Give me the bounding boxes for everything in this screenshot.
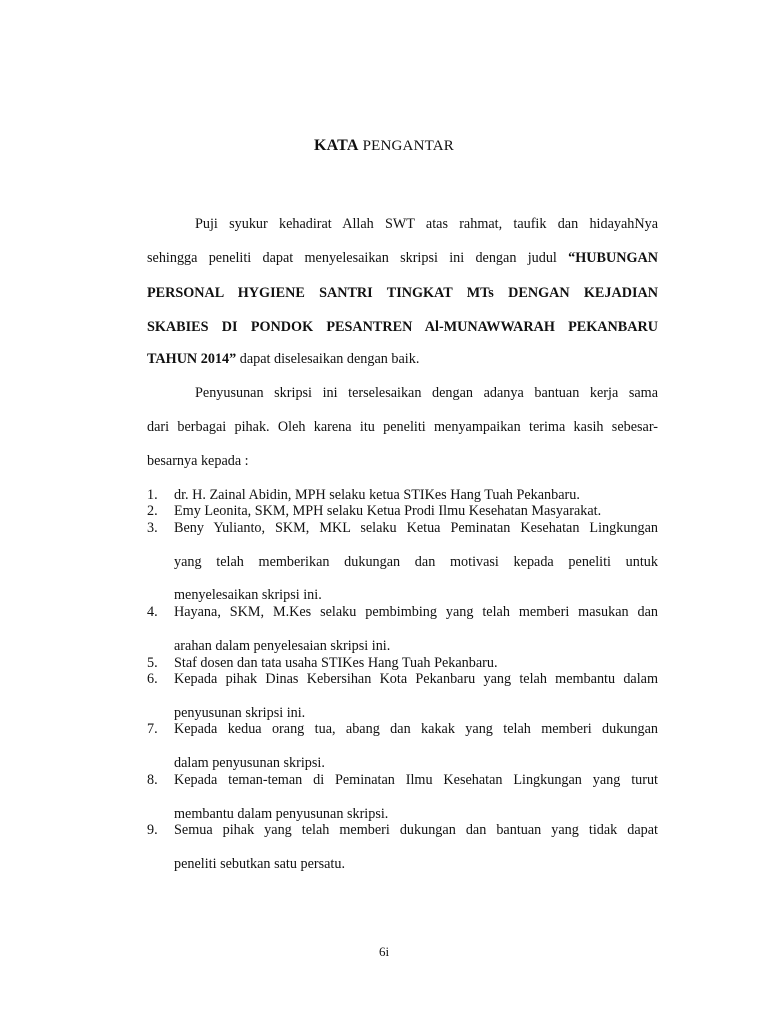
para1-line3: PERSONAL HYGIENE SANTRI TINGKAT MTs DENGAN KEJADIAN — [147, 285, 658, 301]
para1-line5-bold: TAHUN 2014” — [147, 351, 237, 367]
para1-line5-text: dapat diselesaikan dengan baik. — [236, 351, 420, 367]
para2-line3: besarnya kepada : — [147, 453, 249, 469]
list-item-line: Semua pihak yang telah memberi dukungan dan bantuan yang tidak dapat — [174, 822, 658, 838]
list-item-line: yang telah memberikan dukungan dan motivasi kepada peneliti untuk — [174, 554, 658, 570]
list-item-line: peneliti sebutkan satu persatu. — [174, 856, 345, 872]
list-item-line: Emy Leonita, SKM, MPH selaku Ketua Prodi Ilmu Kesehatan Masyarakat. — [174, 503, 602, 519]
list-item-line: Kepada pihak Dinas Kebersihan Kota Pekanbaru yang telah membantu dalam — [174, 671, 658, 687]
page-title — [0, 137, 768, 155]
list-number: 9. — [147, 822, 158, 838]
para1-line1: Puji syukur kehadirat Allah SWT atas rahmat, taufik dan hidayahNya — [195, 216, 658, 232]
list-item-line: menyelesaikan skripsi ini. — [174, 587, 322, 603]
para1-line5 — [147, 350, 658, 368]
para2-line1: Penyusunan skripsi ini terselesaikan dengan adanya bantuan kerja sama — [195, 385, 658, 401]
list-number: 5. — [147, 655, 158, 671]
para1-line2-text: sehingga peneliti dapat menyelesaikan skripsi ini dengan judul — [147, 250, 569, 266]
title-part-pengantar: PENGANTAR — [358, 138, 455, 154]
list-item-line: dalam penyusunan skripsi. — [174, 755, 325, 771]
list-item-line: Hayana, SKM, M.Kes selaku pembimbing yang telah memberi masukan dan — [174, 604, 658, 620]
list-item-line: penyusunan skripsi ini. — [174, 705, 306, 721]
page-number: 6i — [378, 944, 390, 959]
list-item-line: dr. H. Zainal Abidin, MPH selaku ketua STIKes Hang Tuah Pekanbaru. — [174, 487, 580, 503]
list-item-line: Kepada teman-teman di Peminatan Ilmu Kesehatan Lingkungan yang turut — [174, 772, 658, 788]
list-item-line: Beny Yulianto, SKM, MKL selaku Ketua Peminatan Kesehatan Lingkungan — [174, 520, 658, 536]
list-item-line: arahan dalam penyelesaian skripsi ini. — [174, 638, 391, 654]
title-part-kata: KATA — [313, 137, 359, 154]
list-item-line: membantu dalam penyusunan skripsi. — [174, 806, 389, 822]
list-item-line: Kepada kedua orang tua, abang dan kakak yang telah memberi dukungan — [174, 721, 658, 737]
list-number: 6. — [147, 671, 158, 687]
list-number: 4. — [147, 604, 158, 620]
list-number: 1. — [147, 487, 158, 503]
list-number: 8. — [147, 772, 158, 788]
para1-line2-bold: “HUBUNGAN — [568, 250, 658, 266]
list-item-line: Staf dosen dan tata usaha STIKes Hang Tuah Pekanbaru. — [174, 655, 498, 671]
list-number: 2. — [147, 503, 158, 519]
list-number: 3. — [147, 520, 158, 536]
para2-line2: dari berbagai pihak. Oleh karena itu peneliti menyampaikan terima kasih sebesar- — [147, 419, 658, 435]
para1-line2 — [147, 249, 658, 267]
para1-line4: SKABIES DI PONDOK PESANTREN Al-MUNAWWARAH PEKANBARU — [147, 319, 658, 335]
list-number: 7. — [147, 721, 158, 737]
